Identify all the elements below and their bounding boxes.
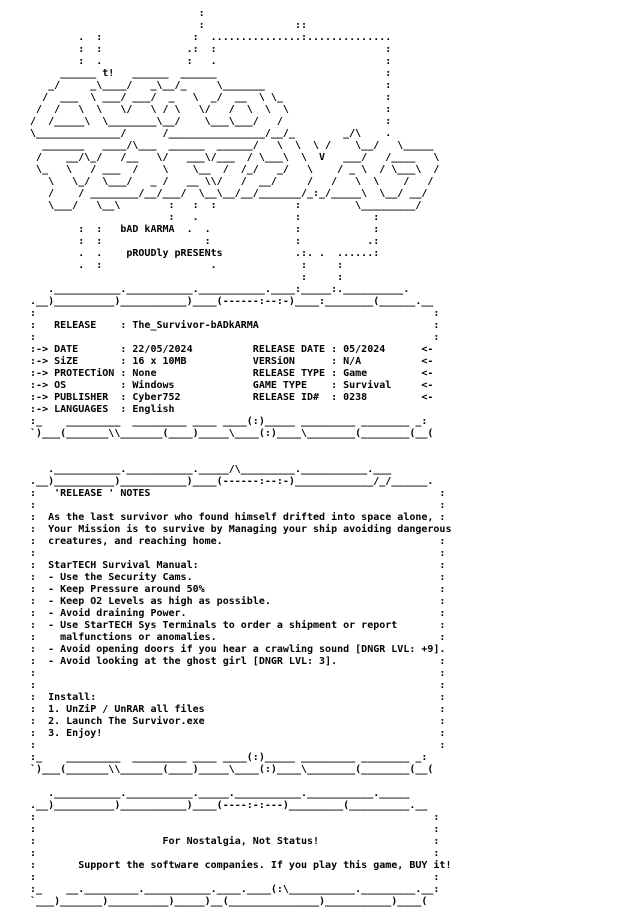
nfo-art-text: : : :: . : : ...............:.............. : : .: : : : . : . : ______ t! ______ ______ : _/ _\____/ _\__/_ \_______ : / ___ \ ___/ ___/ _ \ _/ __ \ \_ : / / \ \ \/ \ / \ \/ / \ \ \ : / /_____\ \________\__/ \___\___/ / : \______________/ /________________/__/_ _/\ . _______ ____/\___ ______ ______/ \ \ \ / \__/ \_____ / __/\_/ /__ \/ ___\/___ / \___\ \ V ___/ /____ \ \_ \ / ___ / \ \__ / /_/ _/ \ / _ \ / \___\ / \ \_/ \___/ _ / __ \\/ / __/ / / \ \ / / / / ________/__/___/ \__\__/__/_______/_:_/_____\ \__/ __/ \___/ \__\ : : : : \_________/ : . : : : : bAD kARMA . . : : : : : : .: . . pROUDly pRESENts .:. . ......: . : . : : : : .___________.___________.___________.____:_____:.__________. .__)__________)___________)____(------:--:-)____:________(______.__ : : : RELEASE : The_Survivor-bADkARMA : : : :-> DATE : 22/05/2024 RELEASE DATE : 05/2024 <- :-> SiZE : 16 x 10MB VERSiON : N/A <- :-> PROTECTiON : None RELEASE TYPE : Game <- :-> OS : Windows GAME TYPE : Survival <- :-> PUBLISHER : Cyber752 RELEASE ID# : 0238 <- :-> LANGUAGES : English :_ _________ _________ ____ ____(:)_____ _________ ________ _: `)___(_______\\_______(____)_____\____(:)____\________(________(__( .___________.___________._____/\_________.___________.___ .__)__________)___________)____(------:--:-)_____________/_/______. : 'RELEASE ' NOTES : : : : As the last survivor who found himself drifted into space alone, : : Your Mission is to survive by Managing your ship avoiding dangerous : creatures, and reaching home. : : : : StarTECH Survival Manual: : : - Use the Security Cams. : : - Keep Pressure around 50% : : - Keep O2 Levels as high as possible. : : - Avoid draining Power. : : - Use StarTECH Sys Terminals to order a shipment or report : : malfunctions or anomalies. : : - Avoid opening doors if you hear a crawling sound [DNGR LVL: +9]. : - Avoid looking at the ghost girl [DNGR LVL: 3]. : : : : : : Install: : : 1. UnZiP / UnRAR all files : : 2. Launch The Survivor.exe : : 3. Enjoy! : : : :_ _________ _________ ____ ____(:)_____ _________ ________ _: `)___(_______\\_______(____)_____\____(:)____\________(________(__( .___________.___________._____.___________.___________._____ .__)__________)___________)____(----:-:---)_________(__________.__ : : : : : For Nostalgia, Not Status! : : : : Support the software companies. If you play this game, BUY it! : : :_ __._________.___________.____.____(:\___________._________.__: `___)_______)__________)_____)__(_______________)___________)____( (30, 8, 452, 907)
